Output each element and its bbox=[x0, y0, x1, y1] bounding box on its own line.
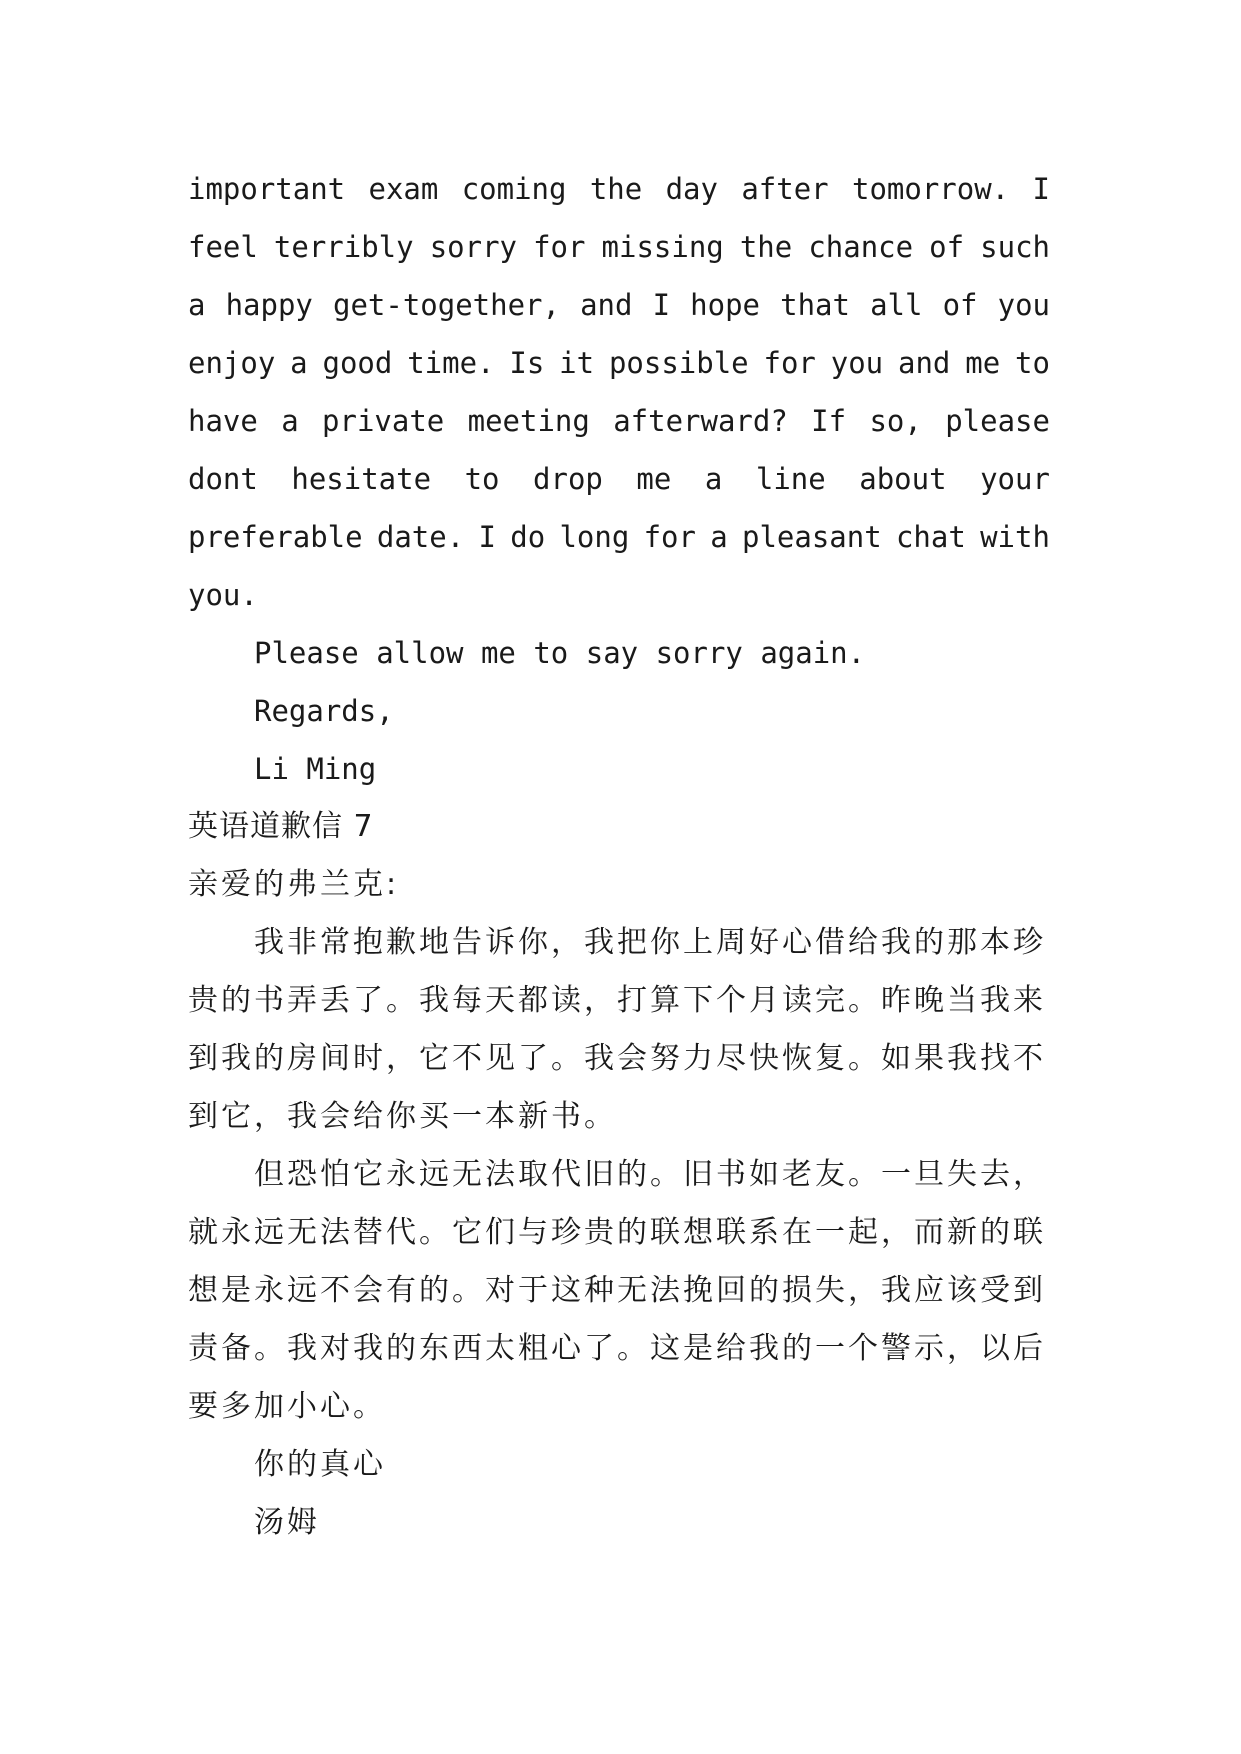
word: a bbox=[188, 288, 206, 322]
word: a bbox=[290, 346, 308, 380]
word: all bbox=[870, 288, 923, 322]
word: If bbox=[811, 404, 847, 438]
word: for bbox=[763, 346, 816, 380]
word: it bbox=[559, 346, 595, 380]
paragraph-line bbox=[188, 276, 1050, 334]
word: a bbox=[704, 462, 723, 496]
english-paragraph-last-line bbox=[188, 566, 1050, 624]
paragraph-line-text: 想是永远不会有的。对于这种无法挽回的损失，我应该受到 bbox=[188, 1273, 1046, 1308]
word: after bbox=[741, 172, 829, 206]
paragraph-line-text: 到我的房间时，它不见了。我会努力尽快恢复。如果我找不 bbox=[188, 1041, 1046, 1076]
word: preferable bbox=[188, 520, 363, 554]
regards-text: Regards, bbox=[254, 694, 394, 728]
signature-en-text: Li Ming bbox=[254, 752, 377, 786]
word: important bbox=[188, 172, 346, 206]
paragraph-line bbox=[188, 1378, 1050, 1436]
paragraph-line-text: 到它，我会给你买一本新书。 bbox=[188, 1099, 617, 1134]
section-heading bbox=[188, 798, 1050, 856]
paragraph-line-text: 要多加小心。 bbox=[188, 1389, 386, 1424]
word: drop bbox=[533, 462, 603, 496]
paragraph-line bbox=[188, 160, 1050, 218]
chinese-paragraph-1 bbox=[188, 914, 1050, 1146]
paragraph-line bbox=[188, 1262, 1050, 1320]
word: pleasant bbox=[741, 520, 882, 554]
word: good bbox=[322, 346, 393, 380]
paragraph-line bbox=[188, 1030, 1050, 1088]
paragraph-line-text: 我非常抱歉地告诉你，我把你上周好心借给我的那本珍 bbox=[254, 925, 1046, 960]
word: terribly bbox=[273, 230, 414, 264]
signature-en-line bbox=[188, 740, 1050, 798]
word: enjoy bbox=[188, 346, 276, 380]
word: happy bbox=[225, 288, 313, 322]
word: exam bbox=[368, 172, 439, 206]
word: do bbox=[510, 520, 546, 554]
paragraph-line bbox=[188, 392, 1050, 450]
salutation bbox=[188, 856, 1050, 914]
closing-sorry-text: Please allow me to say sorry again. bbox=[254, 636, 866, 670]
word: I bbox=[1032, 172, 1050, 206]
word: so, bbox=[869, 404, 922, 438]
word: day bbox=[665, 172, 718, 206]
word: the bbox=[589, 172, 643, 206]
signature-zh bbox=[188, 1494, 1050, 1552]
section-heading-text: 英语道歉信 7 bbox=[188, 809, 374, 844]
word: Is bbox=[509, 346, 545, 380]
word: and bbox=[580, 288, 633, 322]
word: the bbox=[739, 230, 793, 264]
word: I bbox=[652, 288, 671, 322]
regards-line bbox=[188, 682, 1050, 740]
word: time. bbox=[407, 346, 495, 380]
paragraph-line-text: 贵的书弄丢了。我每天都读，打算下个月读完。昨晚当我来 bbox=[188, 983, 1046, 1018]
paragraph-text: you. bbox=[188, 578, 258, 612]
word: your bbox=[980, 462, 1050, 496]
paragraph-line bbox=[188, 972, 1050, 1030]
word: of bbox=[929, 230, 965, 264]
paragraph-line bbox=[188, 1088, 1050, 1146]
word: possible bbox=[608, 346, 749, 380]
word: private bbox=[322, 404, 445, 438]
word: hesitate bbox=[291, 462, 432, 496]
paragraph-line bbox=[188, 1320, 1050, 1378]
word: a bbox=[281, 404, 299, 438]
word: a bbox=[710, 520, 728, 554]
word: please bbox=[945, 404, 1050, 438]
signature-zh-text: 汤姆 bbox=[254, 1505, 320, 1540]
paragraph-line bbox=[188, 218, 1050, 276]
word: tomorrow. bbox=[852, 172, 1010, 206]
document-body bbox=[188, 160, 1050, 1552]
word: line bbox=[755, 462, 826, 496]
word: I bbox=[478, 520, 496, 554]
word: feel bbox=[188, 230, 258, 264]
word: have bbox=[188, 404, 258, 438]
word: coming bbox=[461, 172, 567, 206]
word: with bbox=[980, 520, 1050, 554]
word: that bbox=[780, 288, 850, 322]
paragraph-line-text: 就永远无法替代。它们与珍贵的联想联系在一起，而新的联 bbox=[188, 1215, 1046, 1250]
salutation-text: 亲爱的弗兰克: bbox=[188, 867, 400, 902]
word: long bbox=[559, 520, 630, 554]
word: to bbox=[464, 462, 500, 496]
word: chat bbox=[895, 520, 966, 554]
word: and bbox=[897, 346, 951, 380]
paragraph-line bbox=[188, 914, 1050, 972]
word: to bbox=[1015, 346, 1050, 380]
word: dont bbox=[188, 462, 258, 496]
word: you bbox=[997, 288, 1050, 322]
word: for bbox=[533, 230, 586, 264]
word: date. bbox=[376, 520, 465, 554]
word: such bbox=[980, 230, 1050, 264]
word: sorry bbox=[429, 230, 517, 264]
word: get-together, bbox=[333, 288, 560, 322]
word: about bbox=[859, 462, 947, 496]
paragraph-line-text: 但恐怕它永远无法取代旧的。旧书如老友。一旦失去， bbox=[254, 1157, 1046, 1192]
word: you bbox=[830, 346, 884, 380]
chinese-paragraph-2 bbox=[188, 1146, 1050, 1436]
word: meeting bbox=[467, 404, 590, 438]
word: for bbox=[643, 520, 696, 554]
closing-sorry-line bbox=[188, 624, 1050, 682]
closing-zh bbox=[188, 1436, 1050, 1494]
word: chance bbox=[808, 230, 914, 264]
paragraph-line bbox=[188, 450, 1050, 508]
paragraph-line bbox=[188, 1146, 1050, 1204]
paragraph-line-text: 责备。我对我的东西太粗心了。这是给我的一个警示，以后 bbox=[188, 1331, 1046, 1366]
word: me bbox=[965, 346, 1001, 380]
word: afterward? bbox=[613, 404, 788, 438]
paragraph-line bbox=[188, 508, 1050, 566]
paragraph-line bbox=[188, 1204, 1050, 1262]
word: of bbox=[942, 288, 978, 322]
closing-zh-text: 你的真心 bbox=[254, 1447, 386, 1482]
word: hope bbox=[690, 288, 761, 322]
word: missing bbox=[601, 230, 724, 264]
paragraph-line bbox=[188, 334, 1050, 392]
word: me bbox=[636, 462, 672, 496]
english-paragraph bbox=[188, 160, 1050, 566]
